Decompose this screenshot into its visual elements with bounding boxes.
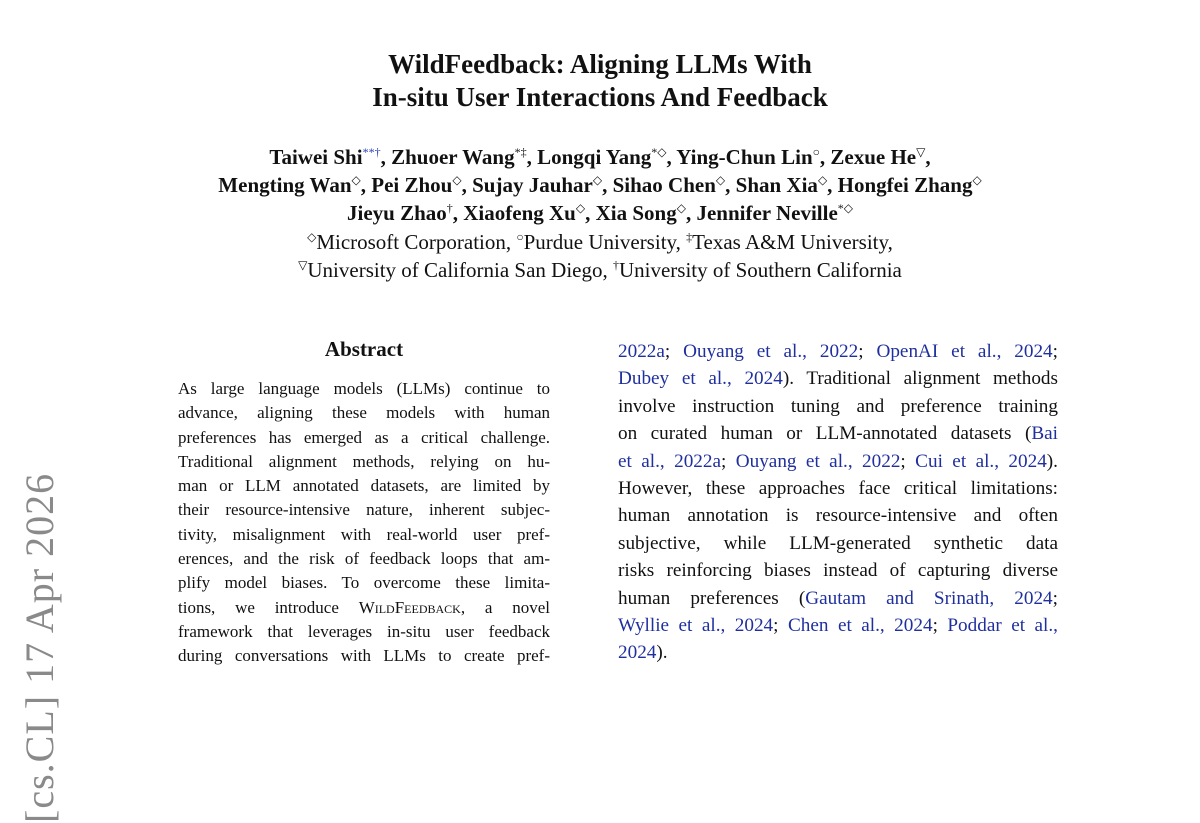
abstract-text: , a novel	[460, 597, 550, 617]
author-name: Hongfei Zhang	[837, 173, 973, 197]
citation-link[interactable]: et al., 2022a	[618, 450, 722, 472]
abstract-line: preferences has emerged as a critical challenge.	[178, 427, 550, 447]
author-mark: ◇	[972, 173, 982, 187]
citation-link[interactable]: Gautam and Srinath, 2024	[805, 587, 1053, 609]
author-name: Ying-Chun Lin	[676, 145, 813, 169]
author-line-3: Jieyu Zhao†, Xiaofeng Xu◇, Xia Song◇, Jennifer Neville*◇	[346, 201, 854, 225]
author-mark: ◇	[592, 173, 603, 187]
body-line: involve instruction tuning and preference training	[618, 395, 1058, 417]
abstract-line: erences, and the risk of feedback loops that am-	[178, 549, 550, 569]
author-name: Taiwei Shi	[269, 145, 363, 169]
affiliation-name: Microsoft Corporation,	[316, 230, 512, 254]
author-name: Zexue He	[830, 145, 917, 169]
affiliation-mark: ◇	[307, 230, 317, 244]
body-text: ;	[1052, 341, 1058, 362]
author-mark: †	[446, 201, 453, 215]
body-text: ).	[1046, 450, 1058, 472]
body-line: subjective, while LLM-generated synthetic data	[618, 532, 1058, 554]
citation-link[interactable]: Ouyang et al., 2022	[735, 450, 901, 472]
author-name: Jieyu Zhao	[346, 201, 447, 225]
affiliation-name: University of California San Diego,	[307, 258, 608, 282]
body-text: ).	[656, 642, 668, 664]
author-name: Longqi Yang	[537, 145, 652, 169]
author-name: Zhuoer Wang	[391, 145, 515, 169]
arxiv-stamp-text: [cs.CL] 17 Apr 2026	[17, 472, 62, 823]
abstract-line: their resource-intensive nature, inherent subjec-	[178, 500, 550, 520]
body-text: ;	[664, 341, 684, 362]
citation-link[interactable]: Chen et al., 2024	[787, 615, 933, 637]
affiliation-name: University of Southern California	[618, 258, 902, 282]
author-mark: ○	[812, 145, 820, 159]
author-mark: *‡	[514, 145, 527, 159]
author-name: Xiaofeng Xu	[463, 201, 576, 225]
body-text: ). Traditional alignment methods	[782, 368, 1058, 390]
affiliation-line-1	[0, 228, 1200, 256]
abstract-line: plify model biases. To overcome these limita-	[178, 573, 550, 593]
citation-link[interactable]: Bai	[1031, 423, 1058, 445]
author-name: Jennifer Neville	[696, 201, 838, 225]
author-mark: *◇	[837, 201, 854, 215]
abstract-body	[178, 377, 550, 669]
method-name: WildFeedback	[358, 597, 461, 617]
author-line-1: Taiwei Shi**†, Zhuoer Wang*‡, Longqi Yang*◇, Ying-Chun Lin○, Zexue He▽,	[269, 145, 931, 169]
abstract-line: As large language models (LLMs) continue to	[178, 379, 550, 398]
author-name: Xia Song	[595, 201, 677, 225]
body-line	[618, 365, 1058, 392]
abstract-heading: Abstract	[324, 337, 404, 361]
affiliation-mark: ○	[516, 230, 524, 244]
body-text: ;	[858, 341, 877, 362]
affiliation-mark: †	[612, 258, 619, 272]
title-line-2: In-situ User Interactions And Feedback	[372, 82, 828, 112]
body-text: ;	[932, 615, 948, 637]
author-line-2: Mengting Wan◇, Pei Zhou◇, Sujay Jauhar◇, Sihao Chen◇, Shan Xia◇, Hongfei Zhang◇	[218, 173, 982, 197]
body-line: human annotation is resource-intensive and often	[618, 505, 1058, 527]
right-column-text	[618, 338, 1058, 667]
citation-link[interactable]: Poddar et al.,	[947, 615, 1058, 637]
body-text: ;	[773, 615, 788, 637]
body-line	[618, 448, 1058, 475]
body-text: ;	[900, 450, 916, 472]
body-line	[618, 420, 1058, 447]
author-mark: *◇	[651, 145, 667, 159]
affiliation-name: Purdue University,	[523, 230, 681, 254]
author-mark: **†	[362, 145, 381, 159]
citation-link[interactable]: Cui et al., 2024	[915, 450, 1047, 472]
body-line	[618, 338, 1058, 365]
title-line-1: WildFeedback: Aligning LLMs With	[388, 49, 812, 79]
body-text: ;	[721, 450, 736, 472]
citation-link[interactable]: 2022a	[618, 341, 665, 362]
body-text: human preferences (	[618, 587, 806, 609]
abstract-line: advance, aligning these models with human	[178, 403, 550, 423]
abstract-text: tions, we introduce	[178, 597, 339, 617]
author-mark: ◇	[452, 173, 462, 187]
author-name: Pei Zhou	[371, 173, 453, 197]
abstract-line	[178, 596, 550, 620]
body-line	[618, 612, 1058, 639]
body-text: ;	[1052, 587, 1058, 609]
paper-title	[0, 48, 1200, 114]
body-text: on curated human or LLM-annotated datasets (	[618, 423, 1032, 445]
abstract-line: framework that leverages in-situ user feedback	[178, 621, 550, 641]
body-line	[618, 585, 1058, 612]
author-mark: ◇	[351, 173, 361, 187]
affiliation-mark: ▽	[298, 258, 308, 272]
author-list	[0, 143, 1200, 227]
author-mark: ◇	[575, 201, 586, 215]
author-name: Shan Xia	[735, 173, 818, 197]
author-mark: ▽	[916, 145, 926, 159]
author-mark: ◇	[715, 173, 726, 187]
citation-link[interactable]: Wyllie et al., 2024	[618, 615, 774, 637]
citation-link[interactable]: Dubey et al., 2024	[618, 368, 783, 390]
arxiv-side-stamp	[17, 298, 62, 823]
author-mark: ◇	[817, 173, 828, 187]
body-line	[618, 639, 1058, 666]
body-line: risks reinforcing biases instead of capturing diverse	[618, 560, 1058, 582]
abstract-line: tivity, misalignment with real-world user pref-	[178, 524, 550, 544]
abstract-line: Traditional alignment methods, relying on hu-	[178, 451, 550, 471]
citation-link[interactable]: Ouyang et al., 2022	[683, 341, 859, 362]
citation-link[interactable]: 2024	[618, 642, 657, 664]
author-name: Mengting Wan	[218, 173, 352, 197]
abstract-line: during conversations with LLMs to create pref-	[178, 646, 550, 666]
author-name: Sihao Chen	[612, 173, 716, 197]
affiliation-name: Texas A&M University,	[692, 230, 893, 254]
author-mark: ◇	[676, 201, 686, 215]
affiliation-mark: ‡	[686, 230, 693, 244]
body-line: However, these approaches face critical limitations:	[618, 478, 1058, 500]
affiliation-line-2	[0, 256, 1200, 284]
abstract-line: man or LLM annotated datasets, are limited by	[178, 476, 550, 496]
affiliation-list	[0, 228, 1200, 284]
author-name: Sujay Jauhar	[472, 173, 593, 197]
citation-link[interactable]: OpenAI et al., 2024	[876, 341, 1053, 362]
